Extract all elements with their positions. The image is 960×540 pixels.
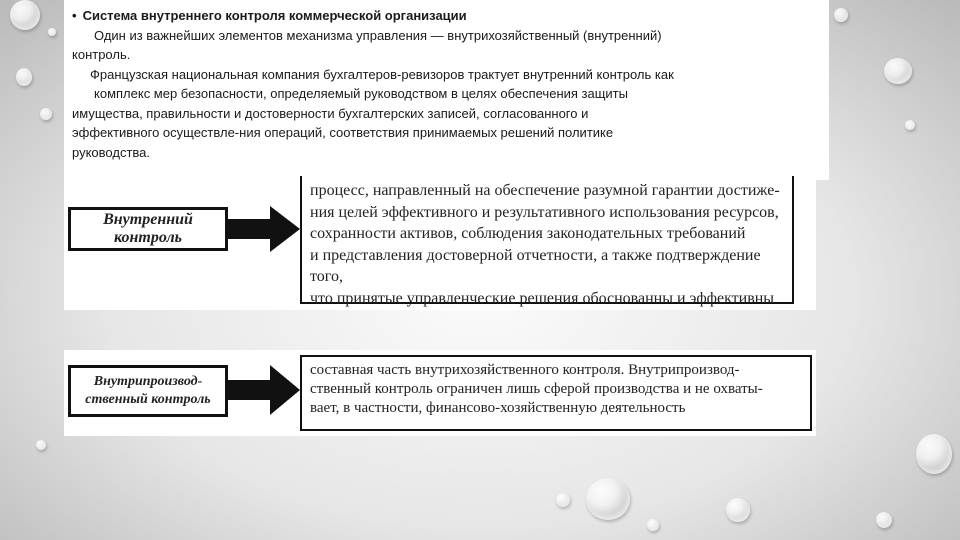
slide-title-text: Система внутреннего контроля коммерческой организации <box>82 8 467 23</box>
definition-line: вает, в частности, финансово-хозяйственную деятельность <box>310 400 686 416</box>
definition-line: и представления достоверной отчетности, а также подтверждение того, <box>310 246 761 285</box>
production-control-definition <box>300 355 812 431</box>
definition-line: что принятые управленческие решения обоснованны и эффективны <box>310 289 775 307</box>
water-drop <box>834 8 848 22</box>
water-drop <box>726 498 750 522</box>
water-drop <box>556 493 570 507</box>
paragraph-line: эффективного осуществле-ния операций, соответствия принимаемых решений политике <box>72 125 614 140</box>
arrow-right-icon <box>228 365 300 415</box>
bullet-icon: • <box>72 8 77 23</box>
paragraph-line: Один из важнейших элементов механизма управления — внутрихозяйственный (внутренний) <box>94 27 662 43</box>
water-drop <box>10 0 40 30</box>
water-drop <box>916 434 952 474</box>
definition-line: составная часть внутрихозяйственного контроля. Внутрипроизвод- <box>310 362 740 378</box>
slide-title <box>72 6 821 26</box>
internal-control-label: Внутренний контроль <box>68 207 228 251</box>
water-drop <box>586 478 630 520</box>
internal-control-definition <box>300 176 794 307</box>
production-control-label <box>68 365 228 417</box>
water-drop <box>876 512 892 528</box>
paragraph-line: комплекс мер безопасности, определяемый руководством в целях обеспечения защиты <box>94 86 628 101</box>
water-drop <box>36 440 46 450</box>
paragraph-line: Французская национальная компания бухгалтеров-ревизоров трактует внутренний контроль как <box>90 66 674 82</box>
definition-line: сохранности активов, соблюдения законодательных требований <box>310 225 746 242</box>
definition-line: ния целей эффективного и результативного использования ресурсов, <box>310 203 779 221</box>
water-drop <box>40 108 52 120</box>
water-drop <box>16 68 32 86</box>
paragraph-line: контроль. <box>72 47 131 62</box>
definition-line: ственный контроль ограничен лишь сферой производства и не охваты- <box>310 381 763 397</box>
paragraph-line: руководства. <box>72 144 150 160</box>
production-control-diagram <box>64 350 816 436</box>
label-line: ственный контроль <box>85 392 211 407</box>
definition-line: процесс, направленный на обеспечение разумной гарантии достиже- <box>310 182 780 199</box>
internal-control-diagram <box>64 180 816 310</box>
water-drop <box>884 58 912 84</box>
paragraph-line: имущества, правильности и достоверности бухгалтерских записей, согласованного и <box>72 105 589 121</box>
slide-text-block <box>64 0 829 180</box>
arrow-right-icon <box>228 206 300 252</box>
water-drop <box>647 519 659 531</box>
label-line: Внутрипроизвод- <box>93 374 203 389</box>
water-drop <box>905 120 915 130</box>
water-drop <box>48 28 56 36</box>
